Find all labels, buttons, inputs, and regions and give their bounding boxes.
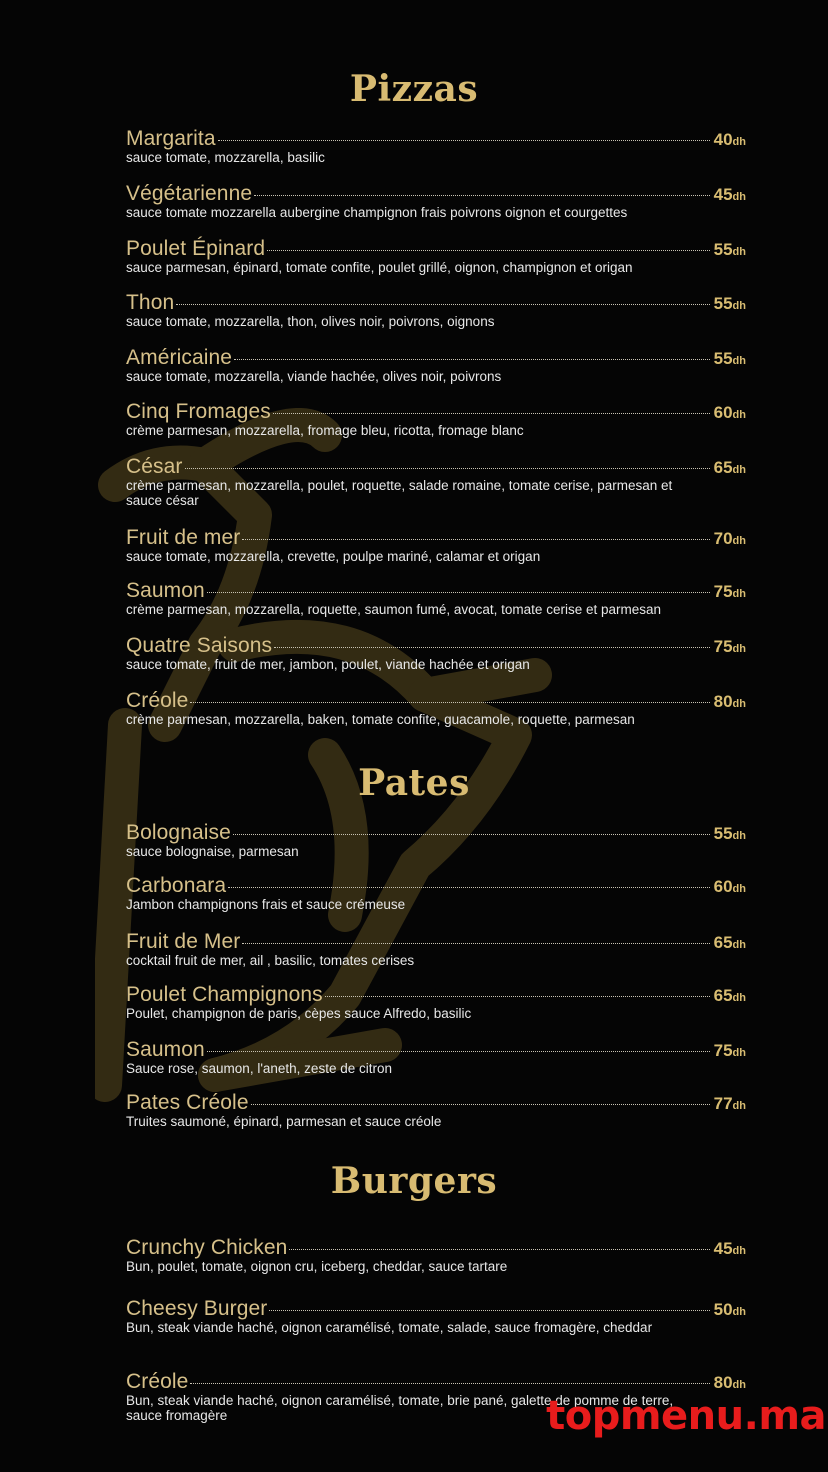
menu-item [126,1237,746,1274]
menu-item-line [126,931,746,953]
menu-item-line [126,1092,746,1114]
menu-item [126,401,746,438]
menu-item-line [126,984,746,1006]
menu-item [126,1092,746,1129]
section-title-pizzas: Pizzas [349,68,479,110]
dotted-leader [274,647,709,648]
price-value: 50 [713,1300,733,1319]
dotted-leader [254,195,709,196]
price-currency: dh [732,1306,746,1318]
dotted-leader [207,1051,710,1052]
menu-item-description: sauce bolognaise, parmesan [126,844,299,859]
price-value: 40 [713,130,733,149]
menu-item-price [714,403,746,423]
price-value: 55 [713,240,733,259]
menu-item-description: sauce parmesan, épinard, tomate confite, poulet grillé, oignon, champignon et origan [126,260,633,275]
menu-item-price [714,1239,746,1259]
menu-item [126,183,746,220]
price-currency: dh [732,1047,746,1059]
menu-item-price [714,294,746,314]
menu-item-description: cocktail fruit de mer, ail , basilic, tomates cerises [126,953,415,968]
price-currency: dh [732,939,746,951]
price-currency: dh [732,1379,746,1391]
menu-item-line [126,690,746,712]
menu-item-name: Poulet Épinard [126,237,266,260]
dotted-leader [234,359,710,360]
topmenu-logo[interactable]: topmenu.ma [546,1393,826,1439]
menu-item-description: crème parmesan, mozzarella, baken, tomate confite, guacamole, roquette, parmesan [126,712,635,727]
menu-item-price [714,349,746,369]
price-currency: dh [732,830,746,842]
price-value: 65 [713,933,733,952]
dotted-leader [176,304,709,305]
price-currency: dh [732,883,746,895]
dotted-leader [218,140,710,141]
menu-item-description: Jambon champignons frais et sauce crémeuse [126,897,406,912]
menu-item [126,635,746,672]
menu-item-price [714,529,746,549]
menu-item-line [126,456,746,478]
price-value: 55 [713,294,733,313]
menu-item-price [714,986,746,1006]
dotted-leader [251,1104,710,1105]
price-value: 65 [713,986,733,1005]
menu-item-description: Sauce rose, saumon, l'aneth, zeste de citron [126,1061,392,1076]
price-currency: dh [732,300,746,312]
menu-item-name: Fruit de mer [126,526,241,549]
dotted-leader [242,943,709,944]
dotted-leader [185,468,710,469]
menu-item-price [714,877,746,897]
price-value: 75 [713,582,733,601]
menu-item-name: Fruit de Mer [126,930,241,953]
menu-item-line [126,401,746,423]
price-value: 70 [713,529,733,548]
menu-item-name: Créole [126,689,189,712]
price-currency: dh [732,355,746,367]
menu-item-price [714,824,746,844]
menu-item-price [714,1041,746,1061]
menu-item-line [126,238,746,260]
price-currency: dh [732,246,746,258]
price-currency: dh [732,643,746,655]
menu-item-name: Thon [126,291,175,314]
menu-item [126,1298,746,1335]
menu-item-price [714,240,746,260]
price-value: 60 [713,403,733,422]
menu-item-price [714,1300,746,1320]
menu-item-name: Cinq Fromages [126,400,271,423]
price-value: 45 [713,1239,733,1258]
menu-item-name: Cheesy Burger [126,1297,268,1320]
dotted-leader [228,887,709,888]
price-value: 55 [713,824,733,843]
menu-item-description: crème parmesan, mozzarella, poulet, roquette, salade romaine, tomate cerise, parmesan et sauce césar [126,478,673,508]
dotted-leader [207,592,710,593]
price-value: 45 [713,185,733,204]
menu-item-description: crème parmesan, mozzarella, roquette, saumon fumé, avocat, tomate cerise et parmesan [126,602,661,617]
menu-item [126,527,746,564]
price-currency: dh [732,136,746,148]
menu-item [126,822,746,859]
section-title-pates: Pates [358,762,470,804]
menu-item-description: Bun, steak viande haché, oignon caramélisé, tomate, salade, sauce fromagère, cheddar [126,1320,653,1335]
price-currency: dh [732,535,746,547]
price-currency: dh [732,588,746,600]
dotted-leader [190,1383,709,1384]
menu-item-line [126,1371,746,1393]
price-currency: dh [732,1100,746,1112]
menu-item [126,292,746,329]
price-value: 80 [713,1373,733,1392]
menu-item [126,347,746,384]
menu-item-description: crème parmesan, mozzarella, fromage bleu, ricotta, fromage blanc [126,423,524,438]
price-currency: dh [732,464,746,476]
menu-item-price [714,1094,746,1114]
dotted-leader [269,1310,709,1311]
menu-item [126,931,746,968]
menu-item-line [126,580,746,602]
menu-item-name: Pates Créole [126,1091,249,1114]
menu-item-price [714,130,746,150]
menu-item-name: César [126,455,183,478]
menu-item-description: sauce tomate, mozzarella, viande hachée, olives noir, poivrons [126,369,502,384]
menu-item-price [714,1373,746,1393]
menu-item-price [714,185,746,205]
menu-item-description: sauce tomate, mozzarella, basilic [126,150,325,165]
menu-item-price [714,692,746,712]
menu-item-name: Végétarienne [126,182,253,205]
menu-item-description: sauce tomate, mozzarella, crevette, poulpe mariné, calamar et origan [126,549,541,564]
price-value: 80 [713,692,733,711]
menu-item-name: Américaine [126,346,233,369]
dotted-leader [267,250,709,251]
menu-item-name: Poulet Champignons [126,983,323,1006]
price-value: 55 [713,349,733,368]
menu-item-line [126,347,746,369]
menu-item-name: Saumon [126,1038,205,1061]
menu-item-name: Créole [126,1370,189,1393]
menu-item [126,875,746,912]
price-currency: dh [732,409,746,421]
menu-item-line [126,1298,746,1320]
menu-item-name: Quatre Saisons [126,634,273,657]
menu-item-description: Bun, steak viande haché, oignon caramélisé, tomate, brie pané, galette de pomme de terre, sauce fromagère [126,1393,674,1423]
menu-item-description: sauce tomate mozzarella aubergine champignon frais poivrons oignon et courgettes [126,205,628,220]
dotted-leader [325,996,710,997]
menu-item-description: Truites saumoné, épinard, parmesan et sauce créole [126,1114,442,1129]
menu-item [126,238,746,275]
dotted-leader [289,1249,709,1250]
menu-item-name: Bolognaise [126,821,231,844]
menu-item [126,690,746,727]
menu-item-line [126,183,746,205]
menu-item-price [714,582,746,602]
menu-item-line [126,1237,746,1259]
menu-item-description: Bun, poulet, tomate, oignon cru, iceberg, cheddar, sauce tartare [126,1259,508,1274]
menu-item-name: Crunchy Chicken [126,1236,288,1259]
menu-item-line [126,128,746,150]
price-currency: dh [732,1245,746,1257]
menu-item [126,1039,746,1076]
price-currency: dh [732,191,746,203]
dotted-leader [233,834,710,835]
menu-item-line [126,822,746,844]
menu-item-line [126,635,746,657]
menu-item-description: sauce tomate, mozzarella, thon, olives noir, poivrons, oignons [126,314,495,329]
menu-item-line [126,292,746,314]
menu-item-name: Margarita [126,127,216,150]
menu-item-description: Poulet, champignon de paris, cèpes sauce Alfredo, basilic [126,1006,472,1021]
price-value: 75 [713,1041,733,1060]
section-title-burgers: Burgers [330,1160,498,1202]
dotted-leader [242,539,709,540]
menu-item-price [714,458,746,478]
menu-item-line [126,527,746,549]
menu-item [126,128,746,165]
dotted-leader [273,413,710,414]
menu-item-price [714,637,746,657]
menu-item-price [714,933,746,953]
menu-item-description: sauce tomate, fruit de mer, jambon, poulet, viande hachée et origan [126,657,530,672]
menu-item-line [126,875,746,897]
menu-item [126,456,746,508]
price-value: 75 [713,637,733,656]
price-value: 60 [713,877,733,896]
menu-item [126,984,746,1021]
dotted-leader [190,702,709,703]
menu-item-line [126,1039,746,1061]
price-currency: dh [732,698,746,710]
price-currency: dh [732,992,746,1004]
menu-item [126,580,746,617]
price-value: 65 [713,458,733,477]
price-value: 77 [713,1094,733,1113]
menu-item-name: Saumon [126,579,205,602]
menu-item-name: Carbonara [126,874,227,897]
